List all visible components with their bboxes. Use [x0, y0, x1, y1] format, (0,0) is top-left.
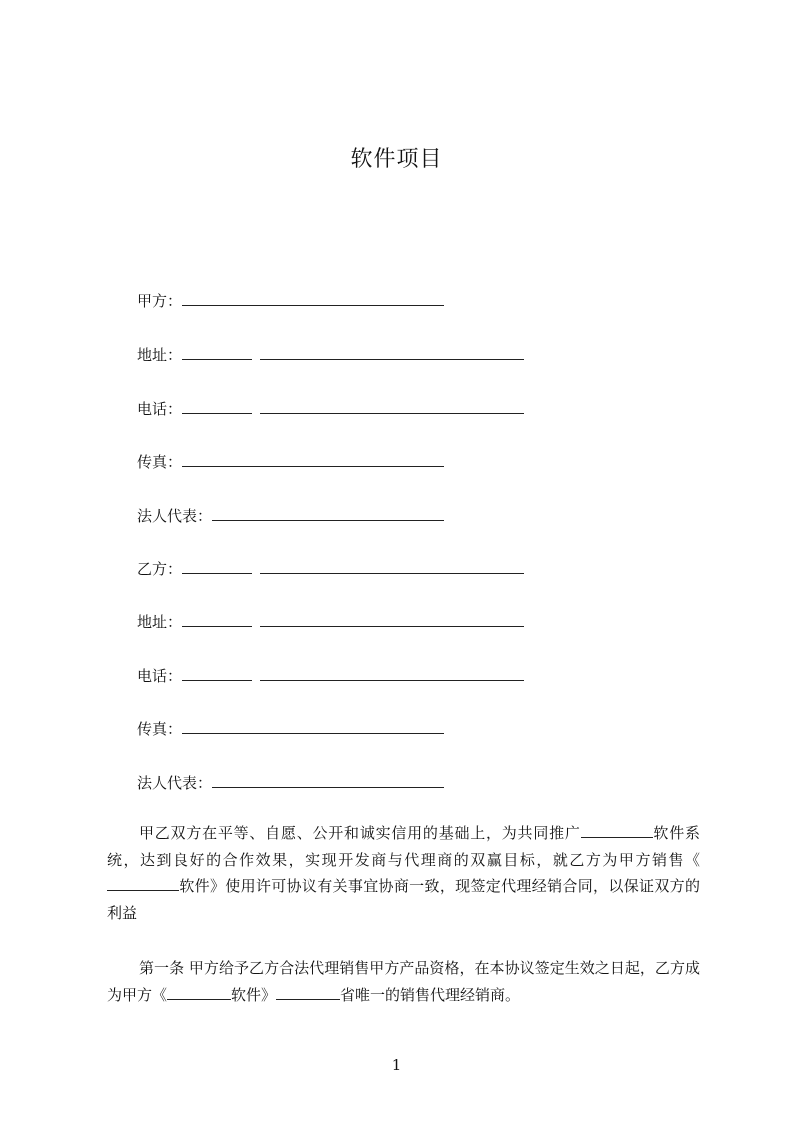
document-title: 软件项目: [350, 147, 443, 172]
party-a-address-label: 地址：: [137, 346, 183, 364]
intro-blank-1[interactable]: [581, 822, 653, 838]
party-a-fax-blank[interactable]: [182, 451, 444, 467]
party-b-field: [137, 558, 524, 579]
article-1-blank-1[interactable]: [167, 984, 231, 1000]
party-b-phone-blank-2[interactable]: [260, 665, 524, 681]
party-a-fax-field: [137, 451, 444, 472]
party-a-rep-blank[interactable]: [212, 505, 444, 521]
party-b-phone-field: [137, 665, 524, 686]
party-a-phone-label: 电话：: [137, 400, 183, 418]
article-1-blank-2[interactable]: [276, 984, 340, 1000]
party-b-address-label: 地址：: [137, 613, 183, 631]
party-b-fax-field: [137, 718, 444, 739]
party-b-address-blank-1[interactable]: [182, 611, 252, 627]
intro-text-3: 软件》使用许可协议有关事宜协商一致，现签定代理经销合同，以保证双方的利益: [107, 877, 700, 922]
party-b-address-blank-2[interactable]: [260, 611, 524, 627]
party-b-rep-label: 法人代表：: [137, 774, 213, 792]
party-a-field: [137, 290, 444, 311]
party-b-address-field: [137, 611, 524, 632]
article-1-text-3: 省唯一的销售代理经销商。: [340, 985, 521, 1004]
page-number: 1: [391, 1056, 402, 1074]
party-a-phone-blank-1[interactable]: [182, 398, 252, 414]
party-a-label: 甲方：: [137, 292, 183, 310]
party-b-label: 乙方：: [137, 560, 183, 578]
party-b-fax-label: 传真：: [137, 720, 183, 738]
party-a-rep-field: [137, 505, 444, 526]
party-b-rep-blank[interactable]: [212, 772, 444, 788]
party-a-phone-field: [137, 398, 524, 419]
party-b-blank-2[interactable]: [260, 558, 524, 574]
article-1-paragraph: [107, 955, 700, 1008]
party-a-blank[interactable]: [182, 290, 444, 306]
party-a-address-field: [137, 344, 524, 365]
intro-blank-2[interactable]: [107, 875, 179, 891]
party-a-phone-blank-2[interactable]: [260, 398, 524, 414]
party-a-fax-label: 传真：: [137, 453, 183, 471]
intro-paragraph: [107, 820, 700, 926]
party-a-address-blank-2[interactable]: [260, 344, 524, 360]
article-1-text-2: 软件》: [231, 985, 277, 1004]
intro-text-2: 软件系统，达到良好的合作效果，实现开发商与代理商的双赢目标，就乙方为甲方销售《: [107, 824, 700, 869]
intro-text-1: 甲乙双方在平等、自愿、公开和诚实信用的基础上，为共同推广: [139, 824, 581, 842]
party-b-fax-blank[interactable]: [182, 718, 444, 734]
party-b-phone-blank-1[interactable]: [182, 665, 252, 681]
party-a-rep-label: 法人代表：: [137, 507, 213, 525]
party-a-address-blank-1[interactable]: [182, 344, 252, 360]
article-1-text-1: 第一条 甲方给予乙方合法代理销售甲方产品资格，在本协议签定生效之日起，乙方成为甲方《: [107, 959, 700, 1004]
party-b-phone-label: 电话：: [137, 667, 183, 685]
party-b-rep-field: [137, 772, 444, 793]
party-b-blank-1[interactable]: [182, 558, 252, 574]
